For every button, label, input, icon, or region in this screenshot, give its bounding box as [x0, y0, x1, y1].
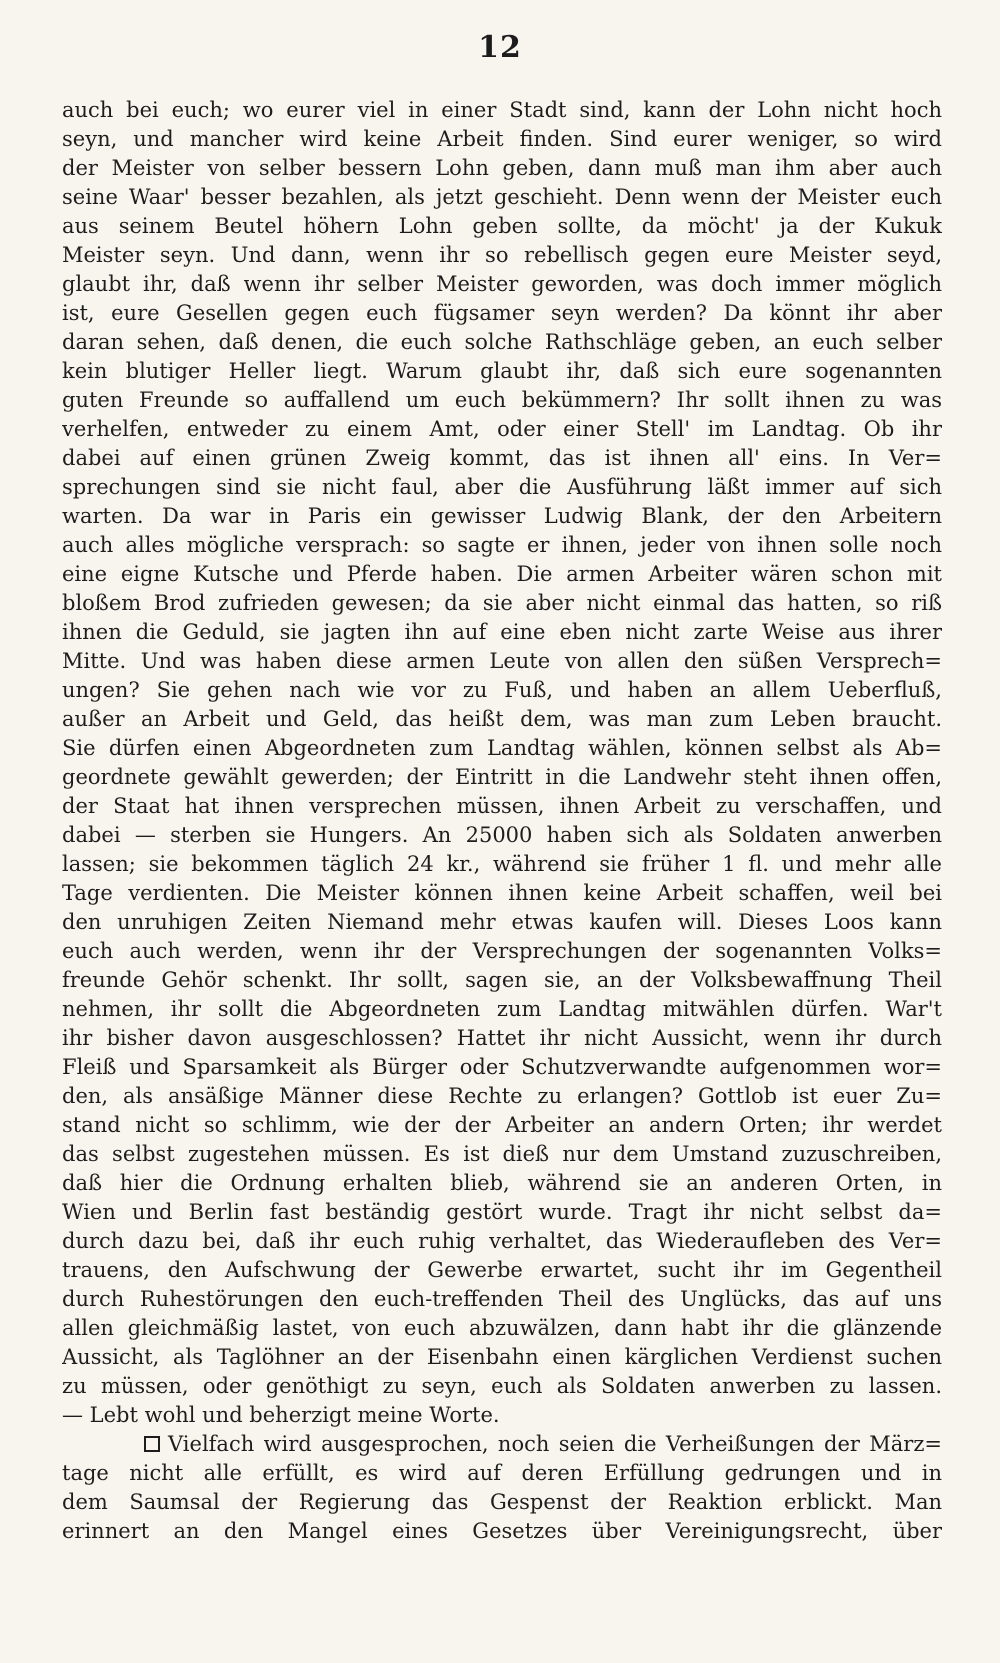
- text-line: stand nicht so schlimm, wie der der Arbeiter an andern Orten; ihr werdet: [62, 1113, 942, 1137]
- text-line: den, als ansäßige Männer diese Rechte zu erlangen? Gottlob ist euer Zu=: [62, 1084, 942, 1108]
- text-line: ihr bisher davon ausgeschlossen? Hattet ihr nicht Aussicht, wenn ihr durch: [62, 1026, 942, 1050]
- text-line: das selbst zugestehen müssen. Es ist dieß nur dem Umstand zuzuschreiben,: [62, 1142, 942, 1166]
- text-line: eine eigne Kutsche und Pferde haben. Die armen Arbeiter wären schon mit: [62, 562, 942, 586]
- text-line: außer an Arbeit und Geld, das heißt dem, was man zum Leben braucht.: [62, 707, 942, 731]
- text-line-content: Vielfach wird ausgesprochen, noch seien die Verheißungen der März=: [168, 1432, 942, 1456]
- text-line: daran sehen, daß denen, die euch solche Rathschläge geben, an euch selber: [62, 330, 942, 354]
- text-line: [62, 1430, 942, 1459]
- text-line: Meister seyn. Und dann, wenn ihr so rebellisch gegen eure Meister seyd,: [62, 243, 942, 267]
- text-line: bloßem Brod zufrieden gewesen; da sie aber nicht einmal das hatten, so riß: [62, 591, 942, 615]
- text-line: aus seinem Beutel höhern Lohn geben sollte, da möcht' ja der Kukuk: [62, 214, 942, 238]
- text-line: erinnert an den Mangel eines Gesetzes über Vereinigungsrecht, über: [62, 1519, 942, 1543]
- text-line: seine Waar' besser bezahlen, als jetzt geschieht. Denn wenn der Meister euch: [62, 185, 942, 209]
- text-line: Wien und Berlin fast beständig gestört wurde. Tragt ihr nicht selbst da=: [62, 1200, 942, 1224]
- text-line: dabei — sterben sie Hungers. An 25000 haben sich als Soldaten anwerben: [62, 823, 942, 847]
- text-line: Sie dürfen einen Abgeordneten zum Landtag wählen, können selbst als Ab=: [62, 736, 942, 760]
- text-line: warten. Da war in Paris ein gewisser Ludwig Blank, der den Arbeitern: [62, 504, 942, 528]
- page-number: 12: [478, 30, 522, 65]
- text-line: ungen? Sie gehen nach wie vor zu Fuß, und haben an allem Ueberfluß,: [62, 678, 942, 702]
- text-line: Tage verdienten. Die Meister können ihnen keine Arbeit schaffen, weil bei: [62, 881, 942, 905]
- text-line: tage nicht alle erfüllt, es wird auf deren Erfüllung gedrungen und in: [62, 1461, 942, 1485]
- text-line: nehmen, ihr sollt die Abgeordneten zum Landtag mitwählen dürfen. War't: [62, 997, 942, 1021]
- text-line: durch Ruhestörungen den euch-treffenden Theil des Unglücks, das auf uns: [62, 1287, 942, 1311]
- text-line: auch alles mögliche versprach: so sagte er ihnen, jeder von ihnen solle noch: [62, 533, 942, 557]
- text-line: ist, eure Gesellen gegen euch fügsamer seyn werden? Da könnt ihr aber: [62, 301, 942, 325]
- text-line: — Lebt wohl und beherzigt meine Worte.: [62, 1403, 500, 1427]
- text-line: dabei auf einen grünen Zweig kommt, das ist ihnen all' eins. In Ver=: [62, 446, 942, 470]
- paragraph-marker-icon: [144, 1436, 160, 1452]
- text-line: der Meister von selber bessern Lohn geben, dann muß man ihm aber auch: [62, 156, 942, 180]
- text-line: dem Saumsal der Regierung das Gespenst der Reaktion erblickt. Man: [62, 1490, 942, 1514]
- text-line: kein blutiger Heller liegt. Warum glaubt ihr, daß sich eure sogenannten: [62, 359, 942, 383]
- text-line: zu müssen, oder genöthigt zu seyn, euch als Soldaten anwerben zu lassen.: [62, 1374, 942, 1398]
- text-line: geordnete gewählt gewerden; der Eintritt in die Landwehr steht ihnen offen,: [62, 765, 942, 789]
- text-line: euch auch werden, wenn ihr der Versprechungen der sogenannten Volks=: [62, 939, 942, 963]
- text-line: durch dazu bei, daß ihr euch ruhig verhaltet, das Wiederaufleben des Ver=: [62, 1229, 942, 1253]
- text-line: sprechungen sind sie nicht faul, aber die Ausführung läßt immer auf sich: [62, 475, 942, 499]
- text-line: lassen; sie bekommen täglich 24 kr., während sie früher 1 fl. und mehr alle: [62, 852, 942, 876]
- text-line: Aussicht, als Taglöhner an der Eisenbahn einen kärglichen Verdienst suchen: [62, 1345, 942, 1369]
- text-line: den unruhigen Zeiten Niemand mehr etwas kaufen will. Dieses Loos kann: [62, 910, 942, 934]
- text-line: freunde Gehör schenkt. Ihr sollt, sagen sie, an der Volksbewaffnung Theil: [62, 968, 942, 992]
- text-line: verhelfen, entweder zu einem Amt, oder einer Stell' im Landtag. Ob ihr: [62, 417, 942, 441]
- text-line: trauens, den Aufschwung der Gewerbe erwartet, sucht ihr im Gegentheil: [62, 1258, 942, 1282]
- body-text: [62, 96, 942, 1546]
- text-line: glaubt ihr, daß wenn ihr selber Meister geworden, was doch immer möglich: [62, 272, 942, 296]
- text-line: daß hier die Ordnung erhalten blieb, während sie an anderen Orten, in: [62, 1171, 942, 1195]
- text-line: allen gleichmäßig lastet, von euch abzuwälzen, dann habt ihr die glänzende: [62, 1316, 942, 1340]
- text-line: Mitte. Und was haben diese armen Leute von allen den süßen Versprech=: [62, 649, 942, 673]
- text-line: ihnen die Geduld, sie jagten ihn auf eine eben nicht zarte Weise aus ihrer: [62, 620, 942, 644]
- text-line: seyn, und mancher wird keine Arbeit finden. Sind eurer weniger, so wird: [62, 127, 942, 151]
- text-line: Fleiß und Sparsamkeit als Bürger oder Schutzverwandte aufgenommen wor=: [62, 1055, 942, 1079]
- text-line: guten Freunde so auffallend um euch bekümmern? Ihr sollt ihnen zu was: [62, 388, 942, 412]
- text-line: der Staat hat ihnen versprechen müssen, ihnen Arbeit zu verschaffen, und: [62, 794, 942, 818]
- text-line: auch bei euch; wo eurer viel in einer Stadt sind, kann der Lohn nicht hoch: [62, 98, 942, 122]
